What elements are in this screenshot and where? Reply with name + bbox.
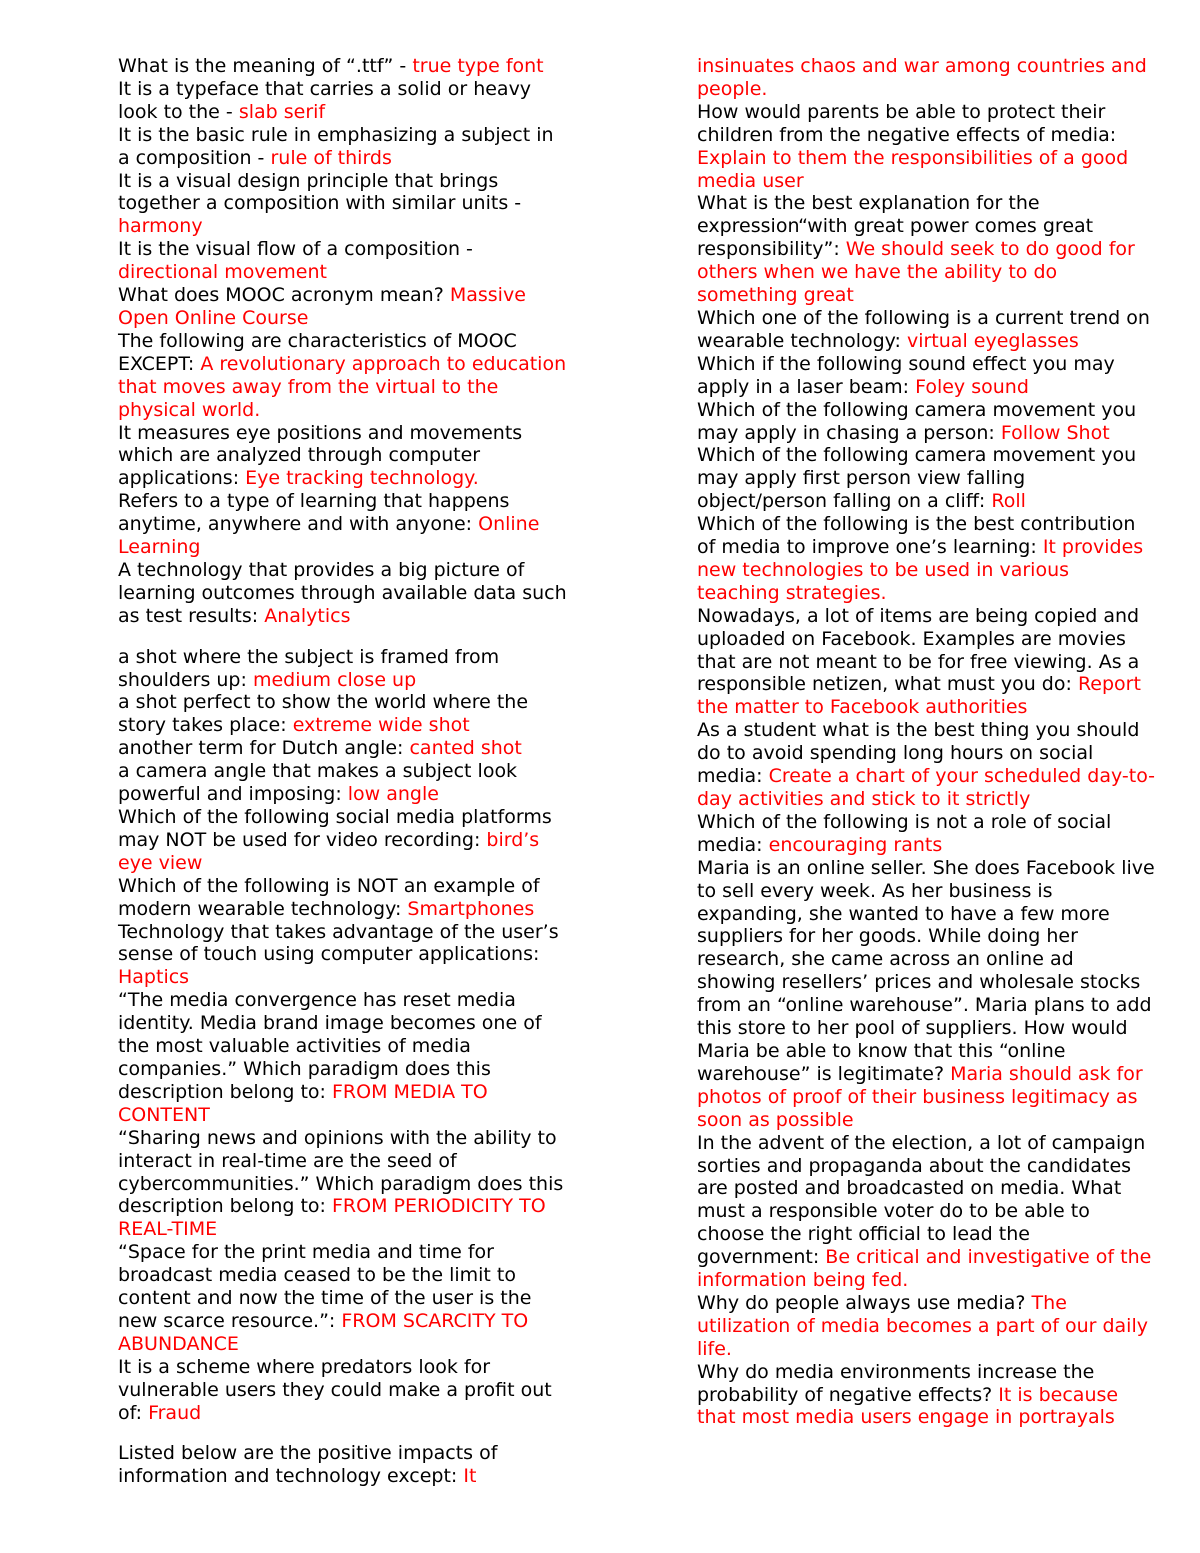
answer-text: Follow Shot — [1000, 421, 1110, 444]
qa-item — [118, 559, 568, 628]
answer-text: Create a chart of your scheduled day-to-day activities and stick to it strictly — [697, 765, 1156, 810]
answer-text: Online Learning — [118, 513, 540, 559]
answer-text: We should seek to do good for others when we have the ability to do something great — [697, 238, 1135, 307]
answer-text: Smartphones — [407, 897, 535, 920]
qa-item — [697, 719, 1157, 811]
question-text: Which of the following is the best contribution of media to improve one’s learning: — [697, 513, 1136, 559]
answer-text: Maria should ask for photos of proof of their business legitimacy as soon as possible — [697, 1062, 1143, 1131]
qa-item — [118, 1241, 568, 1356]
qa-item — [697, 444, 1157, 513]
question-text: Refers to a type of learning that happens anytime, anywhere and with anyone: — [118, 490, 510, 536]
answer-text: directional movement — [118, 261, 327, 284]
qa-item — [697, 1361, 1157, 1430]
question-text: “The media convergence has reset media identity. Media brand image becomes one of the most valuable activities of media companies.” Which paradigm does this description belong to: — [118, 989, 542, 1103]
question-text: Why do people always use media? — [697, 1291, 1032, 1314]
qa-item — [118, 921, 568, 990]
qa-item — [118, 1442, 568, 1488]
question-text: a camera angle that makes a subject look powerful and imposing: — [118, 760, 518, 806]
answer-text: FROM SCARCITY TO ABUNDANCE — [118, 1309, 529, 1355]
answer-text: true type font — [412, 55, 544, 77]
qa-item — [118, 490, 568, 559]
answer-text: Foley sound — [915, 375, 1029, 398]
qa-item — [118, 238, 568, 284]
question-text: Maria is an online seller. She does Facebook live to sell every week. As her business is expanding, she wanted to have a few more suppliers for her goods. While doing her research, she came across an online ad showing resellers’ prices and wholesale stocks from an “online warehouse”. Maria plans to add this store to her pool of suppliers. How would Maria be able to know that this “online warehouse” is legitimate? — [697, 856, 1155, 1085]
question-text: Which one of the following is a current trend on wearable technology: — [697, 306, 1150, 352]
qa-item — [118, 989, 568, 1126]
left-column — [118, 55, 568, 1488]
answer-text: FROM PERIODICITY TO REAL-TIME — [118, 1195, 546, 1241]
answer-text: encouraging rants — [768, 833, 943, 856]
question-text: As a student what is the best thing you should do to avoid spending long hours on social media: — [697, 719, 1140, 788]
answer-text: Explain to them the responsibilities of a good media user — [697, 146, 1129, 192]
question-text: Listed below are the positive impacts of information and technology except: — [118, 1442, 498, 1488]
qa-item — [118, 1127, 568, 1242]
qa-item — [697, 605, 1157, 720]
question-text: How would parents be able to protect their children from the negative effects of media: — [697, 100, 1117, 146]
qa-item — [118, 422, 568, 491]
qa-item — [697, 399, 1157, 445]
question-text: “Sharing news and opinions with the ability to interact in real-time are the seed of cybercommunities.” Which paradigm does this description belong to: — [118, 1126, 564, 1218]
answer-text: Eye tracking technology. — [245, 467, 479, 490]
question-text: Which of the following camera movement you may apply in chasing a person: — [697, 398, 1137, 444]
qa-item — [118, 55, 568, 78]
question-text: another term for Dutch angle: — [118, 737, 410, 760]
answer-text: Fraud — [148, 1401, 202, 1424]
answer-text: harmony — [118, 215, 203, 238]
qa-item — [118, 691, 568, 737]
answer-text: Report the matter to Facebook authorities — [697, 673, 1141, 719]
answer-text: rule of thirds — [270, 146, 392, 169]
qa-item — [118, 875, 568, 921]
qa-item — [118, 806, 568, 875]
question-text: A technology that provides a big picture of learning outcomes through available data such as test results: — [118, 558, 567, 627]
question-text: It measures eye positions and movements which are analyzed through computer applications: — [118, 421, 523, 490]
question-text: Technology that takes advantage of the user’s sense of touch using computer applications: — [118, 920, 559, 966]
qa-item — [118, 330, 568, 422]
answer-text: bird’s eye view — [118, 828, 540, 874]
qa-item — [118, 170, 568, 239]
qa-item — [697, 513, 1157, 605]
question-text: What is the meaning of “.ttf” - — [118, 55, 413, 77]
qa-item — [697, 307, 1157, 353]
question-text: It is a visual design principle that brings together a composition with similar units - — [118, 169, 522, 215]
answer-text: Be critical and investigative of the information being fed. — [697, 1246, 1152, 1292]
answer-text: medium close up — [252, 668, 417, 691]
answer-text: low angle — [347, 783, 439, 806]
question-text: Why do media environments increase the probability of negative effects? — [697, 1360, 1095, 1406]
answer-text: The utilization of media becomes a part of our daily life. — [697, 1291, 1148, 1360]
question-text: In the advent of the election, a lot of campaign sorties and propaganda about the candidates are posted and broadcasted on media. What must a responsible voter do to be able to choose the right official to lead the government: — [697, 1131, 1146, 1269]
qa-item — [697, 811, 1157, 857]
answer-text: slab serif — [238, 100, 326, 123]
right-column — [697, 55, 1157, 1429]
question-text: Which of the following social media platforms may NOT be used for video recording: — [118, 806, 552, 851]
question-text: It is the visual flow of a composition - — [118, 238, 473, 261]
question-text: It is a scheme where predators look for vulnerable users they could make a profit out of: — [118, 1355, 552, 1424]
question-text: Nowadays, a lot of items are being copied and uploaded on Facebook. Examples are movies that are not meant to be for free viewing. As a responsible netizen, what must you do: — [697, 604, 1140, 696]
qa-item — [697, 1132, 1157, 1292]
answer-text: Roll — [991, 490, 1026, 513]
question-text: It is the basic rule in emphasizing a subject in a composition - — [118, 123, 554, 169]
qa-item — [118, 284, 568, 330]
answer-text: virtual eyeglasses — [906, 329, 1079, 352]
answer-text: Massive Open Online Course — [118, 284, 526, 329]
qa-item — [697, 192, 1157, 307]
answer-text: extreme wide shot — [292, 714, 470, 737]
question-text: What does MOOC acronym mean? — [118, 284, 450, 307]
qa-item — [697, 857, 1157, 1132]
answer-text: A revolutionary approach to education that moves away from the virtual to the physical world. — [118, 352, 567, 421]
qa-item — [697, 353, 1157, 399]
answer-text: Haptics — [118, 966, 190, 989]
qa-item — [697, 101, 1157, 193]
question-text: a shot perfect to show the world where the story takes place: — [118, 691, 529, 737]
question-text: a shot where the subject is framed from shoulders up: — [118, 645, 500, 691]
question-text: Which of the following is NOT an example of modern wearable technology: — [118, 874, 540, 920]
qa-item — [118, 760, 568, 806]
question-text: Which if the following sound effect you may apply in a laser beam: — [697, 352, 1115, 398]
answer-text: canted shot — [409, 737, 522, 760]
qa-item — [697, 1292, 1157, 1361]
answer-text: insinuates chaos and war among countries and people. — [697, 55, 1147, 100]
question-text: Which of the following is not a role of social media: — [697, 810, 1112, 856]
question-text: Which of the following camera movement you may apply first person view falling object/person falling on a cliff: — [697, 444, 1137, 513]
qa-item — [118, 1356, 568, 1425]
question-text: “Space for the print media and time for broadcast media ceased to be the limit to content and now the time of the user is the new scarce resource.”: — [118, 1241, 532, 1332]
question-text: The following are characteristics of MOOC EXCEPT: — [118, 329, 517, 375]
answer-text: It provides new technologies to be used in various teaching strategies. — [697, 536, 1144, 604]
qa-item — [118, 78, 568, 124]
question-text: What is the best explanation for the expression“with great power comes great responsibility”: — [697, 192, 1094, 261]
answer-text: FROM MEDIA TO CONTENT — [118, 1080, 488, 1126]
qa-item — [118, 737, 568, 760]
answer-text: It is because that most media users engage in portrayals — [697, 1383, 1119, 1429]
answer-text: Analytics — [264, 604, 351, 627]
answer-text: It — [463, 1465, 477, 1488]
question-text: It is a typeface that carries a solid or heavy look to the - — [118, 77, 532, 123]
qa-item — [118, 124, 568, 170]
qa-item — [118, 646, 568, 692]
qa-item — [697, 55, 1157, 101]
